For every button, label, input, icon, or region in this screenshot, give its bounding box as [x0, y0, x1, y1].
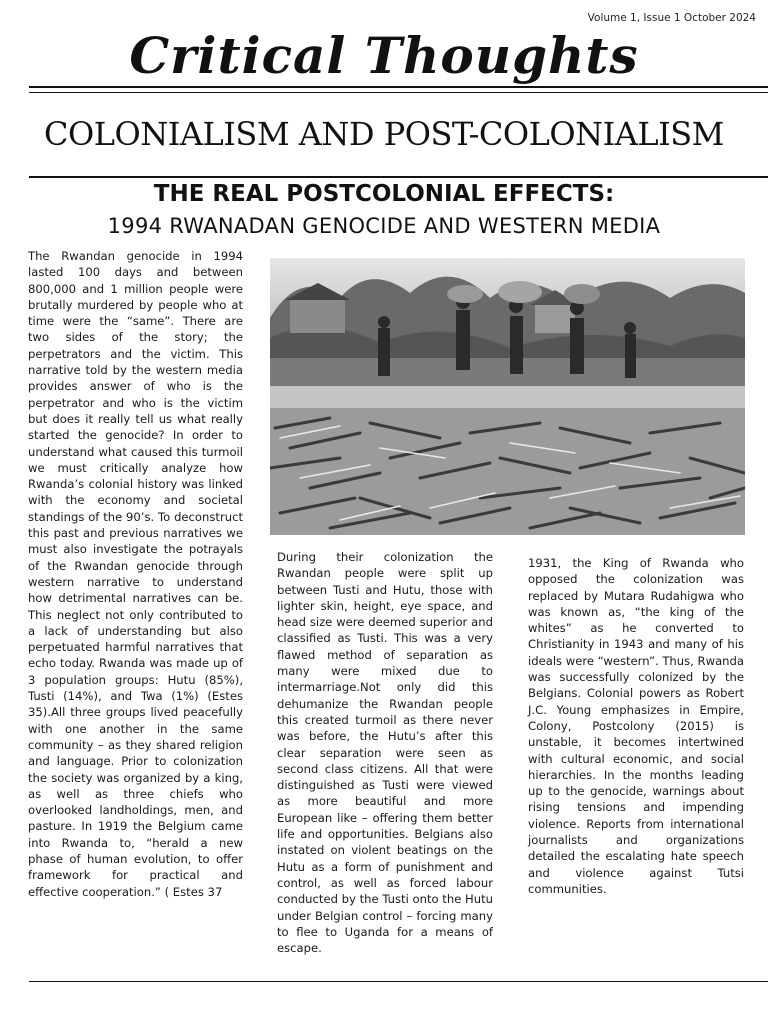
masthead-rule-thick — [29, 86, 768, 88]
article-subheadline: 1994 RWANADAN GENOCIDE AND WESTERN MEDIA — [107, 214, 661, 238]
article-column-3: 1931, the King of Rwanda who opposed the colonization was replaced by Mutara Rudahigwa who was known as, “the king of the whites” as he converted to Christianity in 1943 and many of his ideals were “western”. Thus, Rwanda was successfully colonized by the Belgians. Colonial powers as Robert J.C. Young emphasizes in Empire, Colony, Postcolony (2015) is unstable, it becomes intertwined with cultural economic, and social hierarchies. In the months leading up to the genocide, warnings about rising tensions and impending violence. Reports from international journalists and organizations detailed the escalating hate speech and violence against Tutsi communities. — [528, 556, 744, 896]
article-column-1: The Rwandan genocide in 1994 lasted 100 days and between 800,000 and 1 million people were brutally murdered by people who at time were the “same”. There are two sides of the story; the perpetrators and the victim. This narrative told by the western media provides answer of who is the perpetrator and who is the victim but does it really tell us what really started the genocide? In order to understand what caused this turmoil we must critically analyze how Rwanda’s colonial history was linked with the economy and societal standings of the 90’s. To deconstruct this past and previous narratives we must also investigate the potrayals of the Rwandan genocide through western narrative to understand how detrimental narratives can be. This neglect not only contributed to a lack of understanding but also perpetuated harmful narratives that echo today. Rwanda was made up of 3 population groups: Hutu (85%), Tusti (14%), and Twa (1%) (Estes 35).All three groups lived peacefully with one another in the same community – as they shared religion and language. Prior to colonization the society was organized by a king, as well as three chiefs who overlooked landholdings, men, and pasture. In 1919 the Belgium came into Rwanda to, “herald a new phase of human evolution, to offer framework for practical and effective cooperation.” ( Estes 37 — [28, 249, 243, 899]
masthead-title: Critical Thoughts — [129, 26, 639, 85]
section-title: COLONIALISM AND POST-COLONIALISM — [44, 115, 724, 153]
issue-line: Volume 1, Issue 1 October 2024 — [587, 12, 756, 24]
masthead-rule-thin — [29, 92, 768, 93]
article-headline: THE REAL POSTCOLONIAL EFFECTS: — [153, 181, 615, 207]
article-photo — [270, 258, 745, 535]
footer-rule — [29, 981, 768, 982]
article-column-2: During their colonization the Rwandan people were split up between Tusti and Hutu, those with lighter skin, height, eye space, and head size were deemed superior and classified as Tusti. This was a very flawed method of separation as many were mixed due to intermarriage.Not only did this dehumanize the Rwandan people this created turmoil as there never was before, the Hutu’s after this clear separation were seen as second class citizens. All that were distinguished as Tusti were viewed as more beautiful and more European like – offering them better life and opportunities. Belgians also instated on violent beatings on the Hutu as a form of punishment and control, as well as forced labour conducted by the Tusti onto the Hutu under Belgian control – forcing many to flee to Uganda for a means of escape. — [277, 550, 493, 956]
